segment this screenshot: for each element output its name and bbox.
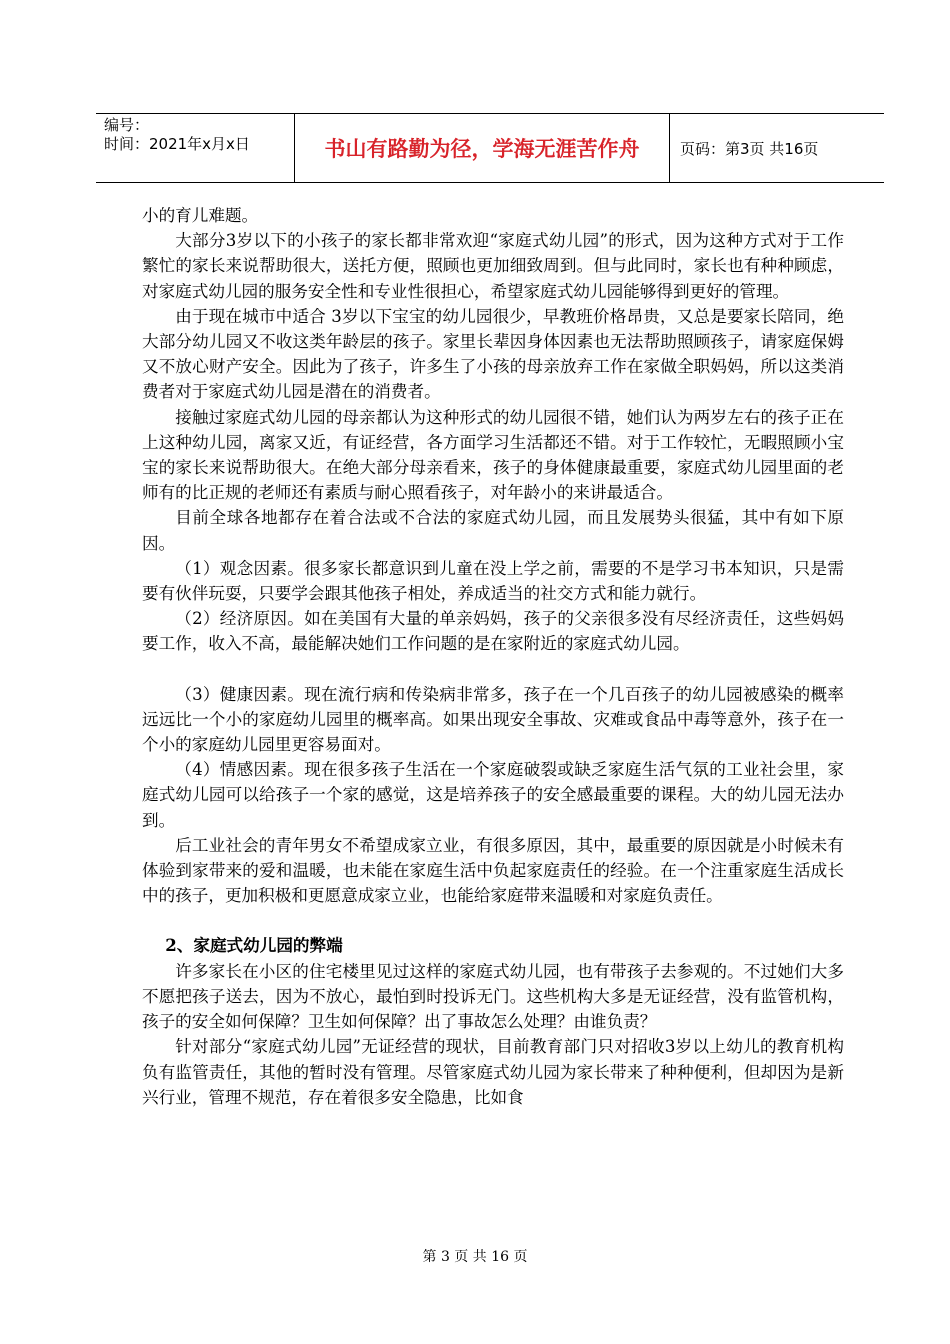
paragraph: 目前全球各地都存在着合法或不合法的家庭式幼儿园，而且发展势头很猛，其中有如下原因。 — [142, 508, 844, 553]
time-label: 时间：2021年x月x日 — [104, 135, 250, 153]
header-motto: 书山有路勤为径，学海无涯苦作舟 — [324, 137, 640, 161]
paragraph: 针对部分“家庭式幼儿园”无证经营的现状，目前教育部门只对招收3岁以上幼儿的教育机构负有监管责任，其他的暂时没有管理。尽管家庭式幼儿园为家长带来了种种便利，但却因为是新兴行业，管理不规范，存在着很多安全隐患，比如食 — [142, 1037, 844, 1107]
paragraph-continuation: 小的育儿难题。 — [142, 206, 259, 225]
section-heading: 2、家庭式幼儿园的弊端 — [165, 935, 343, 956]
serial-number-label: 编号： — [104, 116, 150, 134]
header-page-info: 页码：第3页 共16页 — [680, 139, 819, 158]
header-meta — [104, 116, 290, 154]
list-item-reason-3: （3）健康因素。现在流行病和传染病非常多，孩子在一个几百孩子的幼儿园被感染的概率远远比一个小的家庭幼儿园里的概率高。如果出现安全事故、灾难或食品中毒等意外，孩子在一个小的家庭幼儿园里更容易面对。 — [142, 684, 844, 755]
paragraph: 接触过家庭式幼儿园的母亲都认为这种形式的幼儿园很不错，她们认为两岁左右的孩子正在上这种幼儿园，离家又近，有证经营，各方面学习生活都还不错。对于工作较忙，无暇照顾小宝宝的家长来说帮助很大。在绝大部分母亲看来，孩子的身体健康最重要，家庭式幼儿园里面的老师有的比正规的老师还有素质与耐心照看孩子，对年龄小的来讲最适合。 — [142, 407, 844, 503]
paragraph: 由于现在城市中适合 3岁以下宝宝的幼儿园很少，早教班价格昂贵，又总是要家长陪同，绝大部分幼儿园又不收这类年龄层的孩子。家里长辈因身体因素也无法帮助照顾孩子，请家庭保姆又不放心财产安全。因此为了孩子，许多生了小孩的母亲放弃工作在家做全职妈妈，所以这类消费者对于家庭式幼儿园是潜在的消费者。 — [142, 306, 844, 402]
paragraph: 大部分3岁以下的小孩子的家长都非常欢迎“家庭式幼儿园”的形式，因为这种方式对于工作繁忙的家长来说帮助很大，送托方便，照顾也更加细致周到。但与此同时，家长也有种种顾虑，对家庭式幼儿园的服务安全性和专业性很担心，希望家庭式幼儿园能够得到更好的管理。 — [142, 231, 844, 301]
page-header — [96, 113, 884, 183]
header-divider-right — [669, 114, 670, 182]
list-item-reason-2: （2）经济原因。如在美国有大量的单亲妈妈，孩子的父亲很多没有尽经济责任，这些妈妈要工作，收入不高，最能解决她们工作问题的是在家附近的家庭式幼儿园。 — [142, 609, 844, 654]
document-body — [142, 203, 844, 1110]
list-item-reason-1: （1）观念因素。很多家长都意识到儿童在没上学之前，需要的不是学习书本知识，只是需要有伙伴玩耍，只要学会跟其他孩子相处，养成适当的社交方式和能力就行。 — [142, 558, 844, 604]
paragraph: 许多家长在小区的住宅楼里见过这样的家庭式幼儿园，也有带孩子去参观的。不过她们大多不愿把孩子送去，因为不放心，最怕到时投诉无门。这些机构大多是无证经营，没有监管机构，孩子的安全如何保障？卫生如何保障？出了事故怎么处理？由谁负责？ — [142, 961, 844, 1032]
list-item-reason-4: （4）情感因素。现在很多孩子生活在一个家庭破裂或缺乏家庭生活气氛的工业社会里，家庭式幼儿园可以给孩子一个家的感觉，这是培养孩子的安全感最重要的课程。大的幼儿园无法办到。 — [142, 760, 844, 830]
page-footer: 第 3 页 共 16 页 — [422, 1249, 528, 1265]
paragraph: 后工业社会的青年男女不希望成家立业，有很多原因，其中，最重要的原因就是小时候未有体验到家带来的爱和温暖，也未能在家庭生活中负起家庭责任的经验。在一个注重家庭生活成长中的孩子，更加积极和更愿意成家立业，也能给家庭带来温暖和对家庭负责任。 — [142, 835, 844, 906]
